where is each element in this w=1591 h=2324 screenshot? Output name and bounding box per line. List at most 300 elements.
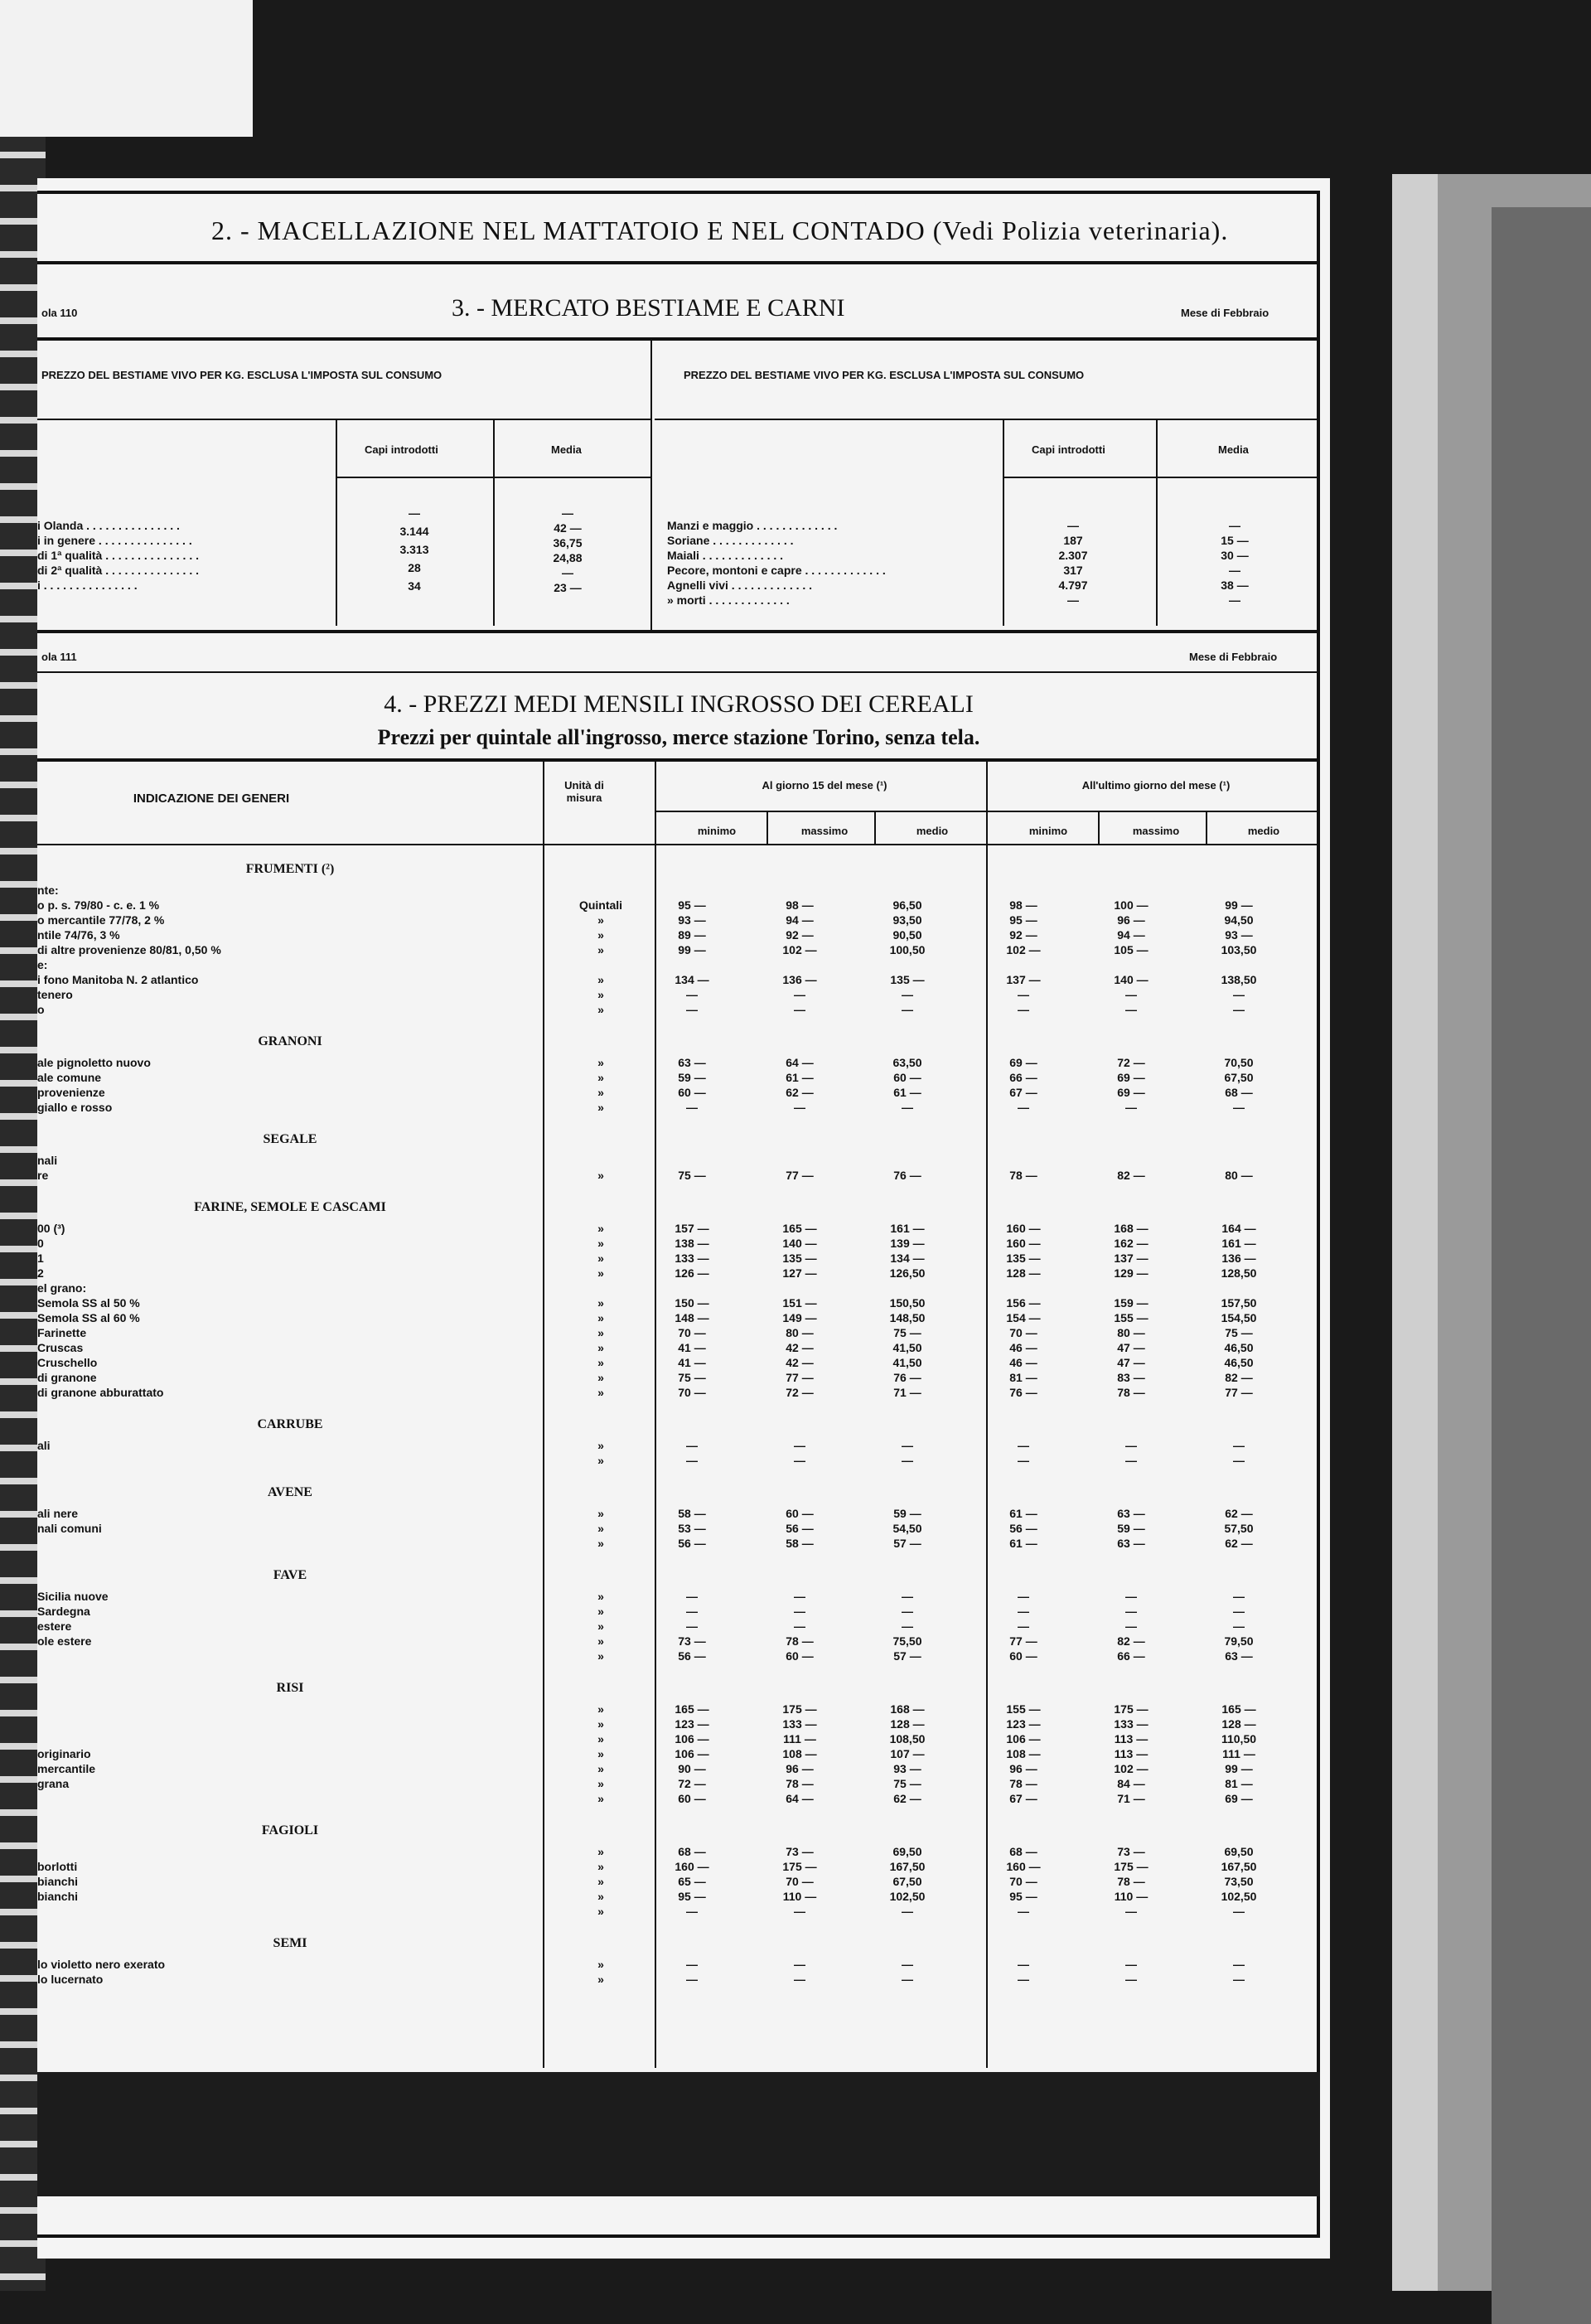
price-cell: 61 — [1009, 1507, 1037, 1520]
table-ref-110: ola 110 [41, 307, 78, 319]
price-cell: 137 — [1006, 973, 1041, 986]
price-cell: 110,50 [1221, 1732, 1257, 1745]
price-cell: 148,50 [889, 1311, 926, 1324]
unit-cell: » [597, 1311, 604, 1324]
divider [1098, 812, 1100, 845]
price-cell: 60 — [893, 1071, 921, 1084]
cereal-row-label: Cruschello [37, 1356, 98, 1369]
unit-cell: » [597, 1717, 604, 1731]
unit-cell: » [597, 1266, 604, 1280]
cereal-row-label: di granone [37, 1371, 97, 1384]
media-value: 38 — [1221, 579, 1249, 592]
price-cell: 82 — [1225, 1371, 1253, 1384]
unit-cell: » [597, 1341, 604, 1354]
price-cell: 71 — [893, 1386, 921, 1399]
price-cell: 56 — [678, 1537, 706, 1550]
price-cell: 150,50 [889, 1296, 926, 1310]
price-cell: 60 — [786, 1649, 814, 1663]
unit-cell: » [597, 1522, 604, 1535]
livestock-row-label: Manzi e maggio . . . . . . . . . . . . . [667, 519, 838, 532]
unit-cell: » [597, 1222, 604, 1235]
price-cell: 138,50 [1221, 973, 1257, 986]
divider [37, 630, 1320, 633]
price-cell: 67,50 [1224, 1071, 1254, 1084]
unit-cell: » [597, 913, 604, 927]
media-value: 30 — [1221, 549, 1249, 562]
price-cell: — [1018, 988, 1029, 1001]
price-cell: — [1125, 1003, 1137, 1016]
price-cell: 110 — [1114, 1890, 1149, 1903]
cereal-row-label: ole estere [37, 1634, 92, 1648]
price-cell: — [902, 1958, 913, 1971]
price-cell: 41 — [678, 1341, 706, 1354]
cereal-row-label: borlotti [37, 1860, 78, 1873]
price-cell: 46,50 [1224, 1356, 1254, 1369]
price-cell: 113 — [1114, 1747, 1149, 1760]
unit-cell: » [597, 943, 604, 956]
cereal-row-label: ale pignoletto nuovo [37, 1056, 151, 1069]
unit-cell: » [597, 1454, 604, 1467]
media-value: — [562, 566, 573, 579]
subcol-medio: medio [1247, 825, 1280, 837]
unit-cell: » [597, 1101, 604, 1114]
cereal-row-label: di altre provenienze 80/81, 0,50 % [37, 943, 221, 956]
unit-cell: » [597, 1086, 604, 1099]
cereal-row-label: nali comuni [37, 1522, 102, 1535]
price-cell: 136 — [782, 973, 817, 986]
section-4-title: 4. - PREZZI MEDI MENSILI INGROSSO DEI CEREALI [384, 690, 974, 718]
price-cell: — [1233, 1958, 1245, 1971]
price-cell: — [686, 1973, 698, 1986]
divider [766, 812, 768, 845]
unit-cell: » [597, 1620, 604, 1633]
cereal-row-label: ali nere [37, 1507, 79, 1520]
footnote-block [37, 2072, 1320, 2196]
media-value: 24,88 [553, 551, 583, 564]
divider [37, 844, 1320, 845]
price-cell: 175 — [1114, 1860, 1149, 1873]
unit-cell: » [597, 1003, 604, 1016]
price-cell: 67 — [1009, 1086, 1037, 1099]
subcol-massimo: massimo [1132, 825, 1180, 837]
document-page [37, 178, 1330, 2259]
cereal-row-label: el grano: [37, 1281, 87, 1295]
price-cell: — [902, 1905, 913, 1918]
price-cell: 128,50 [1221, 1266, 1257, 1280]
price-cell: — [1233, 1590, 1245, 1603]
price-cell: — [1125, 988, 1137, 1001]
section-heading: SEGALE [263, 1132, 317, 1146]
cereal-row-label: estere [37, 1620, 72, 1633]
cereal-row-label: i fono Manitoba N. 2 atlantico [37, 973, 199, 986]
price-cell: — [1233, 1620, 1245, 1633]
cereal-row-label: provenienze [37, 1086, 105, 1099]
capi-value: — [1067, 593, 1079, 607]
price-cell: 70 — [1009, 1326, 1037, 1339]
price-cell: 93,50 [892, 913, 922, 927]
price-cell: 82 — [1117, 1634, 1145, 1648]
price-cell: 60 — [678, 1086, 706, 1099]
price-cell: 107 — [890, 1747, 925, 1760]
price-cell: 113 — [1114, 1732, 1149, 1745]
price-cell: 95 — [678, 898, 706, 912]
cereal-row-label: re [37, 1169, 49, 1182]
cereal-row-label: Sardegna [37, 1605, 90, 1618]
price-cell: 62 — [893, 1792, 921, 1805]
section-4-subtitle: Prezzi per quintale all'ingrosso, merce stazione Torino, senza tela. [377, 725, 980, 749]
cereal-row-label: grana [37, 1777, 70, 1790]
price-cell: 151 — [782, 1296, 817, 1310]
price-cell: 61 — [1009, 1537, 1037, 1550]
divider [655, 811, 1318, 812]
price-cell: 111 — [1222, 1747, 1255, 1760]
section-heading: GRANONI [258, 1034, 322, 1048]
unit-cell: » [597, 1296, 604, 1310]
price-cell: 140 — [1114, 973, 1149, 986]
section-heading: FAGIOLI [261, 1823, 319, 1837]
price-cell: 73 — [786, 1845, 814, 1858]
price-cell: 94 — [1117, 928, 1145, 942]
price-cell: 108 — [1006, 1747, 1041, 1760]
scan-edge-right [1392, 174, 1591, 2291]
price-cell: — [794, 1973, 805, 1986]
price-cell: 128 — [1006, 1266, 1041, 1280]
capi-value: 4.797 [1058, 579, 1088, 592]
price-cell: 75,50 [892, 1634, 922, 1648]
divider [37, 261, 1320, 264]
price-cell: 68 — [1009, 1845, 1037, 1858]
price-cell: 96,50 [892, 898, 922, 912]
price-cell: 63 — [1225, 1649, 1253, 1663]
price-cell: 42 — [786, 1356, 814, 1369]
price-cell: 168 — [890, 1702, 925, 1716]
price-cell: 78 — [1117, 1875, 1145, 1888]
price-cell: 56 — [1009, 1522, 1037, 1535]
price-cell: — [1018, 1905, 1029, 1918]
price-cell: — [794, 1439, 805, 1452]
section-heading: SEMI [273, 1936, 307, 1950]
price-cell: 100,50 [889, 943, 926, 956]
price-cell: 75 — [1225, 1326, 1253, 1339]
price-cell: — [1233, 1973, 1245, 1986]
cereal-row-label: di granone abburattato [37, 1386, 164, 1399]
cereal-row-label: e: [37, 958, 48, 971]
price-cell: 103,50 [1221, 943, 1257, 956]
livestock-row-label: » morti . . . . . . . . . . . . . [667, 593, 790, 607]
price-cell: 136 — [1221, 1252, 1256, 1265]
subcol-medio: medio [916, 825, 949, 837]
price-cell: 160 — [1006, 1237, 1041, 1250]
livestock-row-label: Pecore, montoni e capre . . . . . . . . . . . . . [667, 564, 886, 577]
price-cell: 58 — [786, 1537, 814, 1550]
price-cell: 80 — [1225, 1169, 1253, 1182]
subcol-minimo: minimo [1028, 825, 1068, 837]
price-cell: 75 — [678, 1371, 706, 1384]
unit-cell: » [597, 1371, 604, 1384]
price-cell: 165 — [1221, 1702, 1256, 1716]
price-cell: 80 — [1117, 1326, 1145, 1339]
price-cell: — [794, 1454, 805, 1467]
cereal-row-label: mercantile [37, 1762, 96, 1775]
unit-cell: » [597, 1237, 604, 1250]
price-cell: — [794, 1620, 805, 1633]
price-cell: 102 — [1006, 943, 1041, 956]
unit-cell: » [597, 1905, 604, 1918]
price-cell: — [794, 988, 805, 1001]
price-cell: 90,50 [892, 928, 922, 942]
cereal-row-label: originario [37, 1747, 91, 1760]
price-cell: — [686, 1101, 698, 1114]
price-cell: 106 — [675, 1747, 709, 1760]
price-cell: 70 — [786, 1875, 814, 1888]
price-cell: 61 — [893, 1086, 921, 1099]
scan-margin-white [0, 0, 253, 137]
price-cell: 92 — [1009, 928, 1037, 942]
divider [336, 477, 650, 478]
price-cell: — [1233, 1439, 1245, 1452]
price-cell: — [794, 1101, 805, 1114]
price-cell: — [794, 1905, 805, 1918]
media-value: 42 — [554, 521, 582, 535]
price-cell: — [686, 1590, 698, 1603]
divider [1003, 477, 1318, 478]
divider [650, 340, 652, 630]
unit-cell: » [597, 1702, 604, 1716]
price-cell: 138 — [675, 1237, 709, 1250]
price-cell: 167,50 [1221, 1860, 1257, 1873]
price-cell: 77 — [1009, 1634, 1037, 1648]
price-cell: 99 — [1225, 1762, 1253, 1775]
price-cell: 84 — [1117, 1777, 1145, 1790]
price-cell: 69 — [1117, 1086, 1145, 1099]
price-cell: 54,50 [892, 1522, 922, 1535]
price-cell: 69 — [1009, 1056, 1037, 1069]
cereal-row-label: o p. s. 79/80 - c. e. 1 % [37, 898, 160, 912]
cereal-row-label: Cruscas [37, 1341, 84, 1354]
price-cell: 66 — [1009, 1071, 1037, 1084]
unit-cell: » [597, 1056, 604, 1069]
section-heading: FRUMENTI (²) [245, 862, 335, 876]
price-cell: 62 — [1225, 1537, 1253, 1550]
price-cell: 46 — [1009, 1356, 1037, 1369]
cereal-row-label: nte: [37, 884, 59, 897]
unit-cell: » [597, 1356, 604, 1369]
price-cell: 150 — [675, 1296, 709, 1310]
capi-value: 187 [1063, 534, 1083, 547]
price-cell: 133 — [782, 1717, 817, 1731]
price-cell: 93 — [678, 913, 706, 927]
price-cell: — [1125, 1454, 1137, 1467]
unit-cell: » [597, 1747, 604, 1760]
price-cell: — [1018, 1620, 1029, 1633]
cereal-row-label: 2 [37, 1266, 44, 1280]
livestock-row-label: i Olanda . . . . . . . . . . . . . . . [37, 519, 180, 532]
divider [493, 419, 495, 626]
divider [543, 758, 544, 2068]
price-cell: 73 — [1117, 1845, 1145, 1858]
price-cell: 155 — [1114, 1311, 1149, 1324]
price-cell: — [902, 1101, 913, 1114]
price-cell: 96 — [786, 1762, 814, 1775]
price-cell: 69,50 [1224, 1845, 1254, 1858]
price-cell: 154 — [1006, 1311, 1041, 1324]
price-cell: 128 — [890, 1717, 925, 1731]
unit-cell: » [597, 1537, 604, 1550]
price-cell: — [686, 1605, 698, 1618]
price-cell: 102 — [782, 943, 817, 956]
price-cell: 127 — [782, 1266, 817, 1280]
price-cell: 126,50 [889, 1266, 926, 1280]
capi-value: 3.313 [399, 543, 429, 556]
price-cell: 95 — [678, 1890, 706, 1903]
price-cell: 80 — [786, 1326, 814, 1339]
price-cell: 58 — [678, 1507, 706, 1520]
price-cell: 135 — [782, 1252, 817, 1265]
price-cell: — [1018, 1454, 1029, 1467]
price-cell: 62 — [1225, 1507, 1253, 1520]
price-cell: 63 — [1117, 1507, 1145, 1520]
price-cell: 160 — [1006, 1222, 1041, 1235]
section-heading: CARRUBE [257, 1417, 323, 1431]
price-cell: — [902, 1003, 913, 1016]
capi-value: 3.144 [399, 525, 429, 538]
price-cell: 70 — [1009, 1875, 1037, 1888]
price-cell: 73 — [678, 1634, 706, 1648]
price-cell: — [1018, 1605, 1029, 1618]
price-cell: — [902, 1454, 913, 1467]
price-cell: 59 — [1117, 1522, 1145, 1535]
price-cell: 41 — [678, 1356, 706, 1369]
price-cell: — [686, 1003, 698, 1016]
cereal-row-label: ali [37, 1439, 51, 1452]
price-cell: 82 — [1117, 1169, 1145, 1182]
price-cell: 126 — [675, 1266, 709, 1280]
price-cell: 69,50 [892, 1845, 922, 1858]
price-cell: 71 — [1117, 1792, 1145, 1805]
price-cell: 78 — [1009, 1777, 1037, 1790]
price-cell: 102,50 [889, 1890, 926, 1903]
price-cell: 77 — [786, 1371, 814, 1384]
price-cell: 94,50 [1224, 913, 1254, 927]
unit-cell: » [597, 1973, 604, 1986]
price-cell: 65 — [678, 1875, 706, 1888]
price-cell: 62 — [786, 1086, 814, 1099]
price-cell: 155 — [1006, 1702, 1041, 1716]
unit-cell: » [597, 1169, 604, 1182]
price-cell: — [686, 1958, 698, 1971]
price-cell: 60 — [678, 1792, 706, 1805]
unit-cell: » [597, 928, 604, 942]
unit-cell: » [597, 1792, 604, 1805]
price-cell: 63 — [678, 1056, 706, 1069]
divider [336, 419, 337, 626]
price-cell: — [1233, 1454, 1245, 1467]
unit-cell: » [597, 1252, 604, 1265]
price-cell: 76 — [1009, 1386, 1037, 1399]
unit-cell: » [597, 973, 604, 986]
price-cell: 140 — [782, 1237, 817, 1250]
price-cell: — [902, 1590, 913, 1603]
price-cell: — [794, 1958, 805, 1971]
media-value: — [1229, 593, 1240, 607]
price-cell: 102 — [1114, 1762, 1149, 1775]
unit-cell: » [597, 1386, 604, 1399]
cereal-row-label: Farinette [37, 1326, 87, 1339]
price-cell: 134 — [890, 1252, 925, 1265]
cereal-row-label: Semola SS al 60 % [37, 1311, 140, 1324]
price-cell: 157 — [675, 1222, 709, 1235]
price-cell: — [1233, 1905, 1245, 1918]
media-value: 36,75 [553, 536, 583, 550]
price-cell: 164 — [1221, 1222, 1256, 1235]
price-cell: 73,50 [1224, 1875, 1254, 1888]
price-cell: 110 — [782, 1890, 817, 1903]
unit-cell: » [597, 1605, 604, 1618]
livestock-row-label: di 2ª qualità . . . . . . . . . . . . . . . [37, 564, 199, 577]
price-cell: — [1125, 1605, 1137, 1618]
price-cell: 167,50 [889, 1860, 926, 1873]
unit-cell: » [597, 1071, 604, 1084]
price-cell: — [1125, 1973, 1137, 1986]
price-cell: 96 — [1117, 913, 1145, 927]
livestock-row-label: Agnelli vivi . . . . . . . . . . . . . [667, 579, 813, 592]
price-cell: 106 — [1006, 1732, 1041, 1745]
col-giorno15: Al giorno 15 del mese (¹) [762, 779, 887, 792]
divider [1156, 419, 1158, 626]
price-cell: — [902, 1620, 913, 1633]
price-cell: — [1018, 1973, 1029, 1986]
price-cell: 93 — [893, 1762, 921, 1775]
price-cell: 79,50 [1224, 1634, 1254, 1648]
price-cell: 47 — [1117, 1356, 1145, 1369]
unit-cell: » [597, 1762, 604, 1775]
unit-cell: Quintali [578, 898, 623, 912]
unit-cell: » [597, 1777, 604, 1790]
cereal-row-label: ntile 74/76, 3 % [37, 928, 120, 942]
price-cell: — [686, 1905, 698, 1918]
price-cell: — [902, 1605, 913, 1618]
price-cell: 72 — [1117, 1056, 1145, 1069]
price-cell: 108,50 [889, 1732, 926, 1745]
section-3-title: 3. - MERCATO BESTIAME E CARNI [452, 294, 845, 322]
cereal-row-label: Sicilia nuove [37, 1590, 109, 1603]
price-cell: 95 — [1009, 913, 1037, 927]
price-cell: 81 — [1225, 1777, 1253, 1790]
month-label: Mese di Febbraio [1181, 307, 1269, 319]
price-cell: — [1233, 1003, 1245, 1016]
price-cell: 93 — [1225, 928, 1253, 942]
price-cell: — [1018, 1439, 1029, 1452]
price-cell: — [1125, 1620, 1137, 1633]
price-cell: 102,50 [1221, 1890, 1257, 1903]
price-cell: 123 — [1006, 1717, 1041, 1731]
unit-cell: » [597, 1590, 604, 1603]
price-cell: 175 — [782, 1860, 817, 1873]
unit-cell: » [597, 988, 604, 1001]
divider [37, 758, 1320, 762]
price-cell: 70 — [678, 1326, 706, 1339]
price-cell: 67,50 [892, 1875, 922, 1888]
price-cell: 68 — [1225, 1086, 1253, 1099]
price-cell: — [1233, 1605, 1245, 1618]
price-cell: — [1125, 1905, 1137, 1918]
price-cell: — [1125, 1958, 1137, 1971]
price-cell: 69 — [1225, 1792, 1253, 1805]
media-value: 15 — [1221, 534, 1249, 547]
price-cell: — [1125, 1439, 1137, 1452]
col-generi: INDICAZIONE DEI GENERI [133, 792, 290, 806]
price-cell: 81 — [1009, 1371, 1037, 1384]
